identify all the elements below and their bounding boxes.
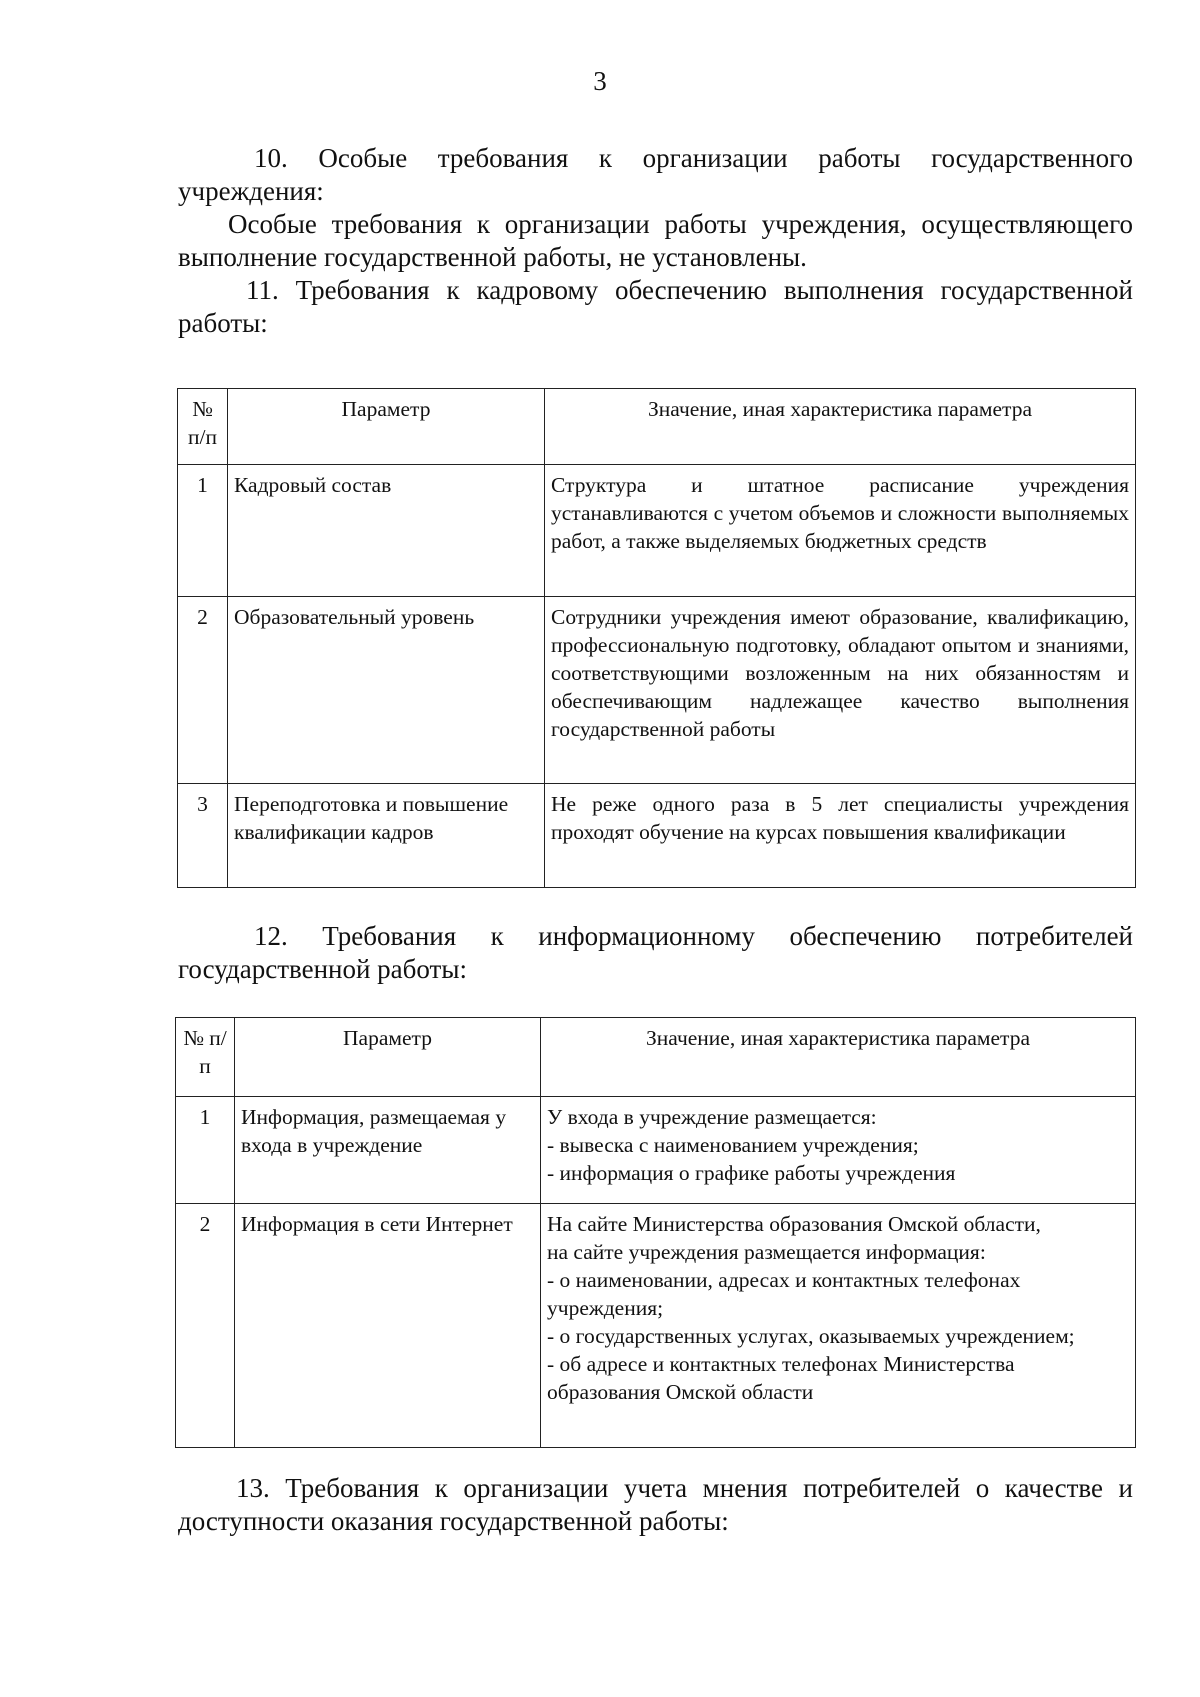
row-num: 2 [176, 1204, 235, 1448]
header-param: Параметр [235, 1018, 541, 1097]
table-header-row [176, 1018, 1136, 1097]
value-line: На сайте Министерства образования Омской области, [547, 1212, 1041, 1236]
section-12 [178, 920, 1133, 986]
page-number: 3 [593, 66, 607, 96]
section-10 [178, 142, 1133, 340]
information-requirements-table [175, 1017, 1136, 1448]
row-param: Информация в сети Интернет [235, 1204, 541, 1448]
table-row [178, 465, 1136, 597]
row-param: Информация, размещаемая у входа в учреждение [235, 1097, 541, 1204]
row-num: 3 [178, 784, 228, 888]
table-row [178, 597, 1136, 784]
header-param: Параметр [228, 389, 545, 465]
row-value [541, 1204, 1136, 1448]
table-row [178, 784, 1136, 888]
row-value: Не реже одного раза в 5 лет специалисты учреждения проходят обучение на курсах повышения квалификации [545, 784, 1136, 888]
value-line: - о государственных услугах, оказываемых учреждением; [547, 1324, 1075, 1348]
section-13 [178, 1472, 1133, 1538]
row-num: 1 [176, 1097, 235, 1204]
header-value: Значение, иная характеристика параметра [541, 1018, 1136, 1097]
value-line: - информация о графике работы учреждения [547, 1161, 956, 1185]
row-param: Образовательный уровень [228, 597, 545, 784]
header-value: Значение, иная характеристика параметра [545, 389, 1136, 465]
header-num: № п/п [178, 389, 228, 465]
staffing-requirements-table [177, 388, 1136, 888]
header-num: № п/п [176, 1018, 235, 1097]
section-12-heading: 12. Требования к информационному обеспечению потребителей государственной работы: [178, 921, 1133, 984]
value-line: - вывеска с наименованием учреждения; [547, 1133, 919, 1157]
table-row [176, 1097, 1136, 1204]
value-line: У входа в учреждение размещается: [547, 1105, 877, 1129]
section-10-heading: 10. Особые требования к организации работы государственного учреждения: [178, 143, 1133, 206]
row-num: 1 [178, 465, 228, 597]
section-11-heading: 11. Требования к кадровому обеспечению выполнения государственной работы: [178, 275, 1133, 338]
value-line: - об адресе и контактных телефонах Министерства образования Омской области [547, 1352, 1015, 1404]
table-header-row [178, 389, 1136, 465]
table-row [176, 1204, 1136, 1448]
section-10-body: Особые требования к организации работы учреждения, осуществляющего выполнение государственной работы, не установлены. [178, 209, 1133, 272]
row-num: 2 [178, 597, 228, 784]
section-13-heading: 13. Требования к организации учета мнения потребителей о качестве и доступности оказания государственной работы: [178, 1473, 1133, 1536]
row-value [541, 1097, 1136, 1204]
row-param: Переподготовка и повышение квалификации кадров [228, 784, 545, 888]
row-value: Сотрудники учреждения имеют образование, квалификацию, профессиональную подготовку, обладают опытом и знаниями, соответствующими возложенным на них обязанностям и обеспечивающим надлежащее качество выполнения государственной работы [545, 597, 1136, 784]
value-line: на сайте учреждения размещается информация: [547, 1240, 986, 1264]
row-param: Кадровый состав [228, 465, 545, 597]
value-line: - о наименовании, адресах и контактных телефонах учреждения; [547, 1268, 1021, 1320]
row-value: Структура и штатное расписание учреждения устанавливаются с учетом объемов и сложности выполняемых работ, а также выделяемых бюджетных средств [545, 465, 1136, 597]
